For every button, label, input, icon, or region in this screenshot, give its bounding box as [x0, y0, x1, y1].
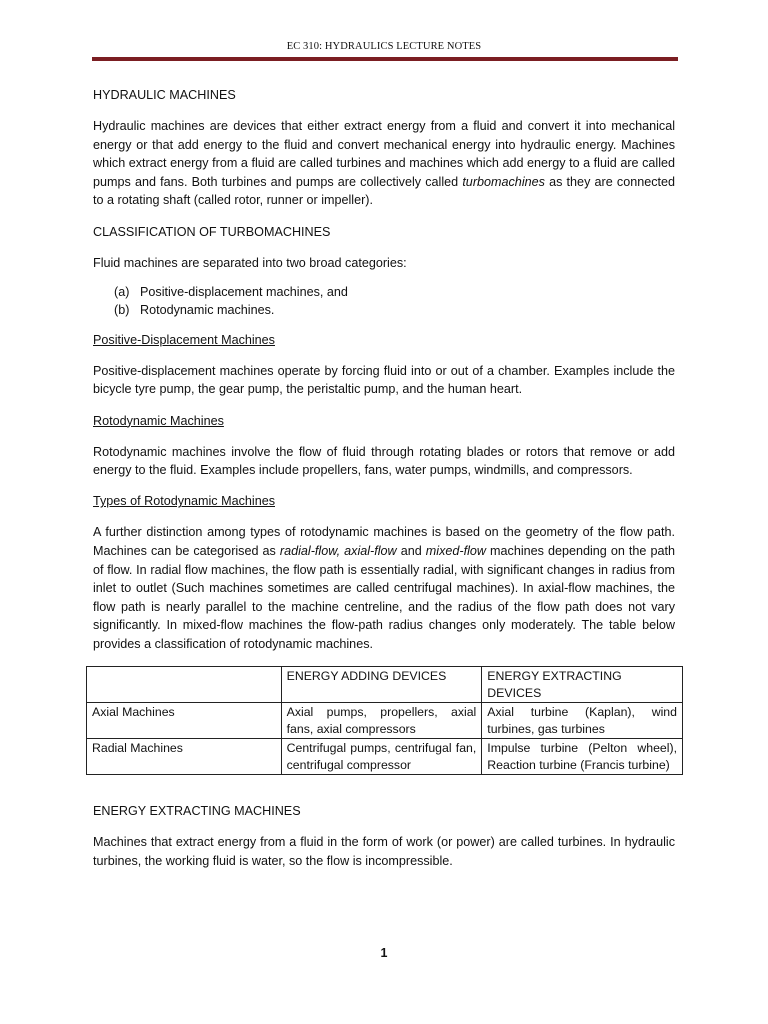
table-cell: Axial Machines — [87, 703, 282, 739]
types-paragraph: A further distinction among types of rotodynamic machines is based on the geometry of the flow path. Machines can be categorised as radial-flow, axial-flow and mixed-flow machines depending on the path of flow. In radial flow machines, the flow path is essentially radial, with significant changes in radius from inlet to outlet (Such machines sometimes are called centrifugal machines). In axial-flow machines, the flow path is nearly parallel to the machine centreline, and the radius of the flow path does not vary significantly. In mixed-flow machines the flow-path radius changes only moderately. The table below provides a classification of rotodynamic machines. — [93, 525, 676, 651]
running-header: EC 310: HYDRAULICS LECTURE NOTES — [286, 41, 482, 52]
section-heading-energy-extracting: ENERGY EXTRACTING MACHINES — [93, 804, 301, 819]
page-number: 1 — [380, 946, 388, 960]
table-cell: Radial Machines — [87, 739, 282, 775]
energy-extracting-paragraph: Machines that extract energy from a fluid in the form of work (or power) are called turbines. In hydraulic turbines, the working fluid is water, so the flow is incompressible. — [93, 835, 675, 868]
header-rule — [92, 57, 678, 61]
table-header-cell — [87, 667, 282, 703]
classification-intro: Fluid machines are separated into two broad categories: — [93, 255, 407, 270]
list-item: (b) Rotodynamic machines. — [114, 302, 275, 317]
section-heading-hydraulic-machines: HYDRAULIC MACHINES — [93, 88, 236, 102]
rotodynamic-paragraph: Rotodynamic machines involve the flow of fluid through rotating blades or rotors that remove or add energy to the fluid. Examples include propellers, fans, water pumps, windmills, and compressors. — [93, 444, 675, 478]
table-header-cell: ENERGY EXTRACTING DEVICES — [482, 667, 683, 703]
subheading-types-rotodynamic: Types of Rotodynamic Machines — [93, 494, 275, 509]
table-header-row — [87, 667, 683, 703]
subheading-positive-displacement: Positive-Displacement Machines — [93, 332, 275, 347]
table-row — [87, 703, 683, 739]
section-heading-classification: CLASSIFICATION OF TURBOMACHINES — [93, 224, 331, 239]
hydraulic-machines-paragraph: Hydraulic machines are devices that either extract energy from a fluid and convert it into mechanical energy or that add energy to the fluid and convert mechanical energy into hydraulic energy. Machines which extract energy from a fluid are called turbines and machines which add energy to a fluid are called pumps and fans. Both turbines and pumps are collectively called turbomachines as they are connected to a rotating shaft (called rotor, runner or impeller). — [93, 119, 676, 208]
list-item: (a) Positive-displacement machines, and — [114, 284, 348, 299]
category-list — [93, 283, 675, 319]
table-cell: Centrifugal pumps, centrifugal fan, centrifugal compressor — [281, 739, 482, 775]
table-cell: Axial pumps, propellers, axial fans, axial compressors — [281, 703, 482, 739]
table-header-cell: ENERGY ADDING DEVICES — [281, 667, 482, 703]
positive-displacement-paragraph: Positive-displacement machines operate by forcing fluid into or out of a chamber. Examples include the bicycle tyre pump, the gear pump, the peristaltic pump, and the human heart. — [93, 363, 675, 397]
subheading-rotodynamic: Rotodynamic Machines — [93, 413, 224, 428]
table-cell: Impulse turbine (Pelton wheel), Reaction turbine (Francis turbine) — [482, 739, 683, 775]
table-row — [87, 739, 683, 775]
classification-table — [86, 666, 683, 775]
page-body — [93, 86, 675, 883]
table-cell: Axial turbine (Kaplan), wind turbines, gas turbines — [482, 703, 683, 739]
